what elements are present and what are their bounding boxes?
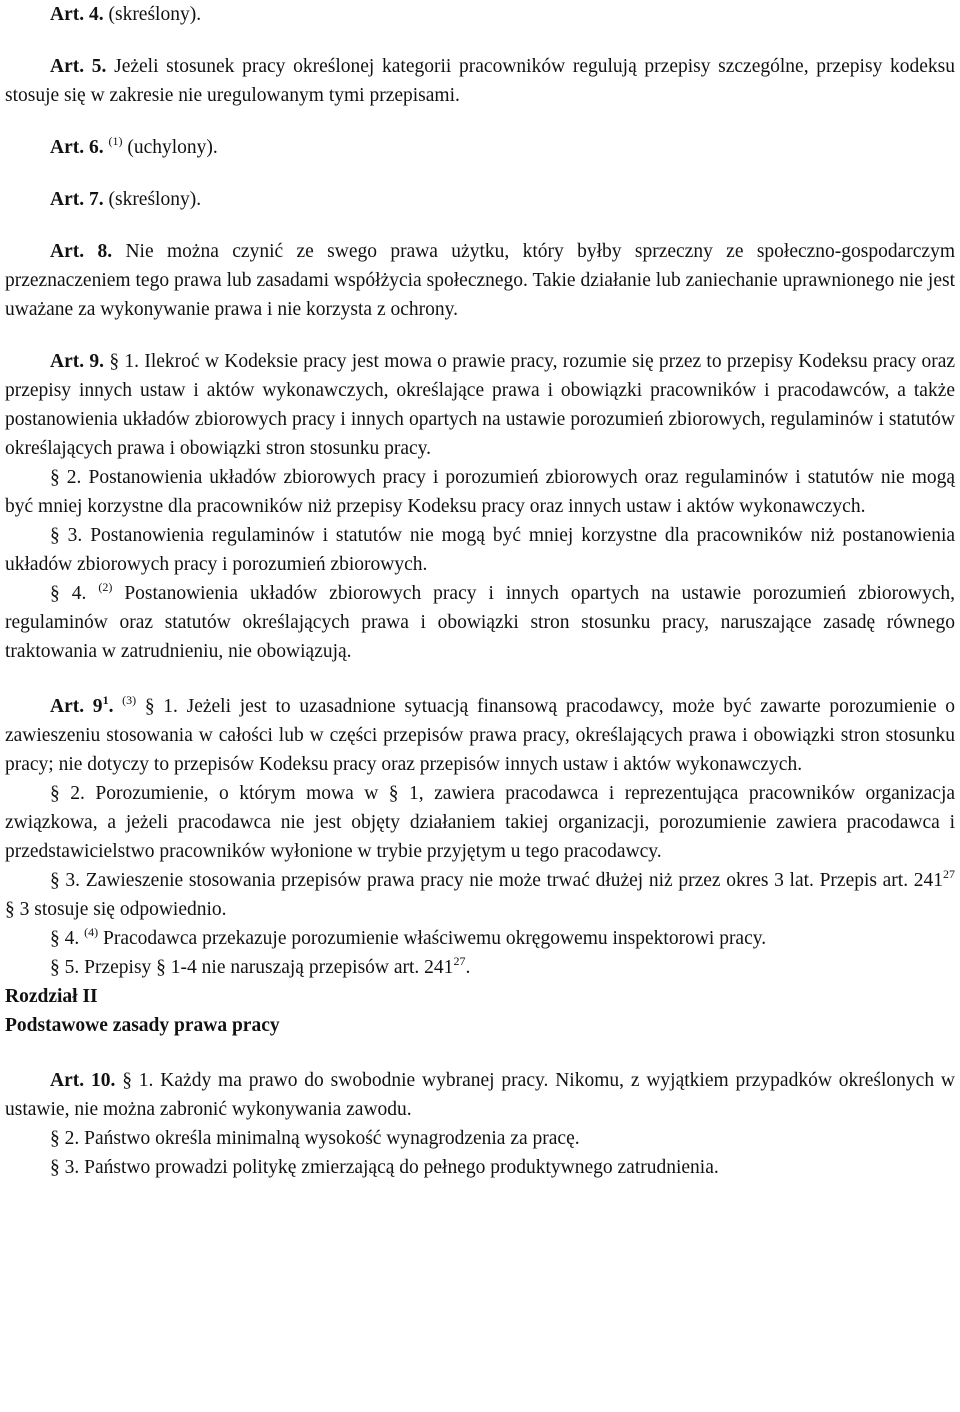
article-superscript: 1 [102,693,109,707]
section-number: § 4. [50,583,87,604]
article-text: Nie można czynić ze swego prawa użytku, który byłby sprzeczny ze społeczno-gospodarczym przeznaczeniem tego prawa lub zasadami współżycia społecznego. Takie działanie lub zaniechanie uprawnionego nie jest uważane za wykonywanie prawa i nie korzysta z ochrony. [5,241,956,320]
article-4 [5,0,955,29]
section-text: Zawieszenie stosowania przepisów prawa pracy nie może trwać dłużej niż przez okres 3 lat. Przepis art. 241 [85,870,944,891]
section-text: Postanowienia regulaminów i statutów nie mogą być mniej korzystne dla pracowników niż postanowienia układów zbiorowych pracy i porozumień zbiorowych. [5,525,956,575]
section-number: § 3. [50,525,83,546]
section-number: § 2. [50,467,82,488]
section-text: Jeżeli jest to uzasadnione sytuacją finansową pracodawcy, może być zawarte porozumienie o zawieszeniu stosowania w całości lub w części przepisów prawa pracy, określających prawa i obowiązki stron stosunku pracy; nie dotyczy to przepisów Kodeksu pracy oraz przepisów innych ustaw i aktów wykonawczych. [5,696,956,775]
footnote-ref: (2) [98,580,113,594]
section-number: § 2. [50,1128,80,1149]
article-ref-superscript: 27 [453,954,466,968]
article-9-section-3 [5,521,955,579]
article-5 [5,52,955,110]
article-7 [5,185,955,214]
section-number: § 4. [50,928,80,949]
article-label-dot: . [108,696,114,717]
footnote-ref: (1) [108,134,123,148]
article-text: (skreślony). [108,189,202,210]
article-label: Art. 8. [50,241,113,262]
section-text: Porozumienie, o którym mowa w § 1, zawiera pracodawca i reprezentująca pracowników organizacja związkowa, a jeżeli pracodawca nie jest objęty działaniem takiej organizacji, porozumienie zawiera pracodawca i przedstawicielstwo pracowników wyłonione w trybie przyjętym u tego pracodawcy. [5,783,956,862]
article-10-section-3 [5,1153,955,1182]
section-text: Każdy ma prawo do swobodnie wybranej pracy. Nikomu, z wyjątkiem przypadków określonych w ustawie, nie można zabronić wykonywania zawodu. [5,1070,956,1120]
article-label: Art. 10. [50,1070,116,1091]
chapter-title: Podstawowe zasady prawa pracy [5,1015,280,1036]
article-ref-superscript: 27 [943,867,956,881]
article-text: Jeżeli stosunek pracy określonej kategorii pracowników regulują przepisy szczególne, przepisy kodeksu stosuje się w zakresie nie uregulowanym tymi przepisami. [5,56,955,106]
article-label: Art. 9. [50,351,105,372]
article-label-text: Art. 9 [50,696,103,717]
article-9-1-section-1 [5,692,955,779]
section-number: § 2. [50,783,85,804]
section-text: Państwo prowadzi politykę zmierzającą do pełnego produktywnego zatrudnienia. [84,1157,719,1178]
footnote-ref: (4) [84,925,99,939]
article-9-1-section-4 [5,924,955,953]
footnote-ref: (3) [122,693,137,707]
section-text: Postanowienia układów zbiorowych pracy i porozumień zbiorowych oraz regulaminów i statutów nie mogą być mniej korzystne dla pracowników niż przepisy Kodeksu pracy oraz innych ustaw i aktów wykonawczych. [5,467,956,517]
article-10-section-2 [5,1124,955,1153]
article-6 [5,133,955,162]
section-number: § 3. [50,870,81,891]
section-number: § 1. [122,1070,154,1091]
article-label: Art. 6. [50,137,104,158]
section-number: § 3. [50,1157,80,1178]
section-text: Przepisy § 1-4 nie naruszają przepisów art. 241 [84,957,454,978]
article-text: (uchylony). [127,137,218,158]
article-label: Art. 5. [50,56,107,77]
section-number: § 5. [50,957,80,978]
chapter-number: Rozdział II [5,986,98,1007]
article-9-section-1 [5,347,955,463]
article-9-section-2 [5,463,955,521]
section-text: Postanowienia układów zbiorowych pracy i innych opartych na ustawie porozumień zbiorowych, regulaminów oraz statutów określających prawa i obowiązki stron stosunku pracy, naruszające zasadę równego traktowania w zatrudnieniu, nie obowiązują. [5,583,956,662]
article-9-1-section-5 [5,953,955,982]
article-10-section-1 [5,1066,955,1124]
article-9-1-section-2 [5,779,955,866]
article-label: Art. 4. [50,4,104,25]
article-label: Art. 7. [50,189,104,210]
article-label [50,693,114,717]
article-8 [5,237,955,324]
article-9-1-section-3 [5,866,955,924]
section-text-tail: § 3 stosuje się odpowiednio. [5,899,227,920]
section-number: § 1. [109,351,140,372]
article-text: (skreślony). [108,4,202,25]
section-number: § 1. [144,696,178,717]
section-text: Ilekroć w Kodeksie pracy jest mowa o prawie pracy, rozumie się przez to przepisy Kodeksu pracy oraz przepisy innych ustaw i aktów wykonawczych, określające prawa i obowiązki pracowników i pracodawców, a także postanowienia układów zbiorowych pracy i innych opartych na ustawie porozumień zbiorowych, regulaminów i statutów określających prawa i obowiązki stron stosunku pracy. [5,351,956,459]
section-text: Państwo określa minimalną wysokość wynagrodzenia za pracę. [84,1128,580,1149]
section-text-tail: . [465,957,471,978]
article-9-section-4 [5,579,955,666]
section-text: Pracodawca przekazuje porozumienie właściwemu okręgowemu inspektorowi pracy. [103,928,767,949]
